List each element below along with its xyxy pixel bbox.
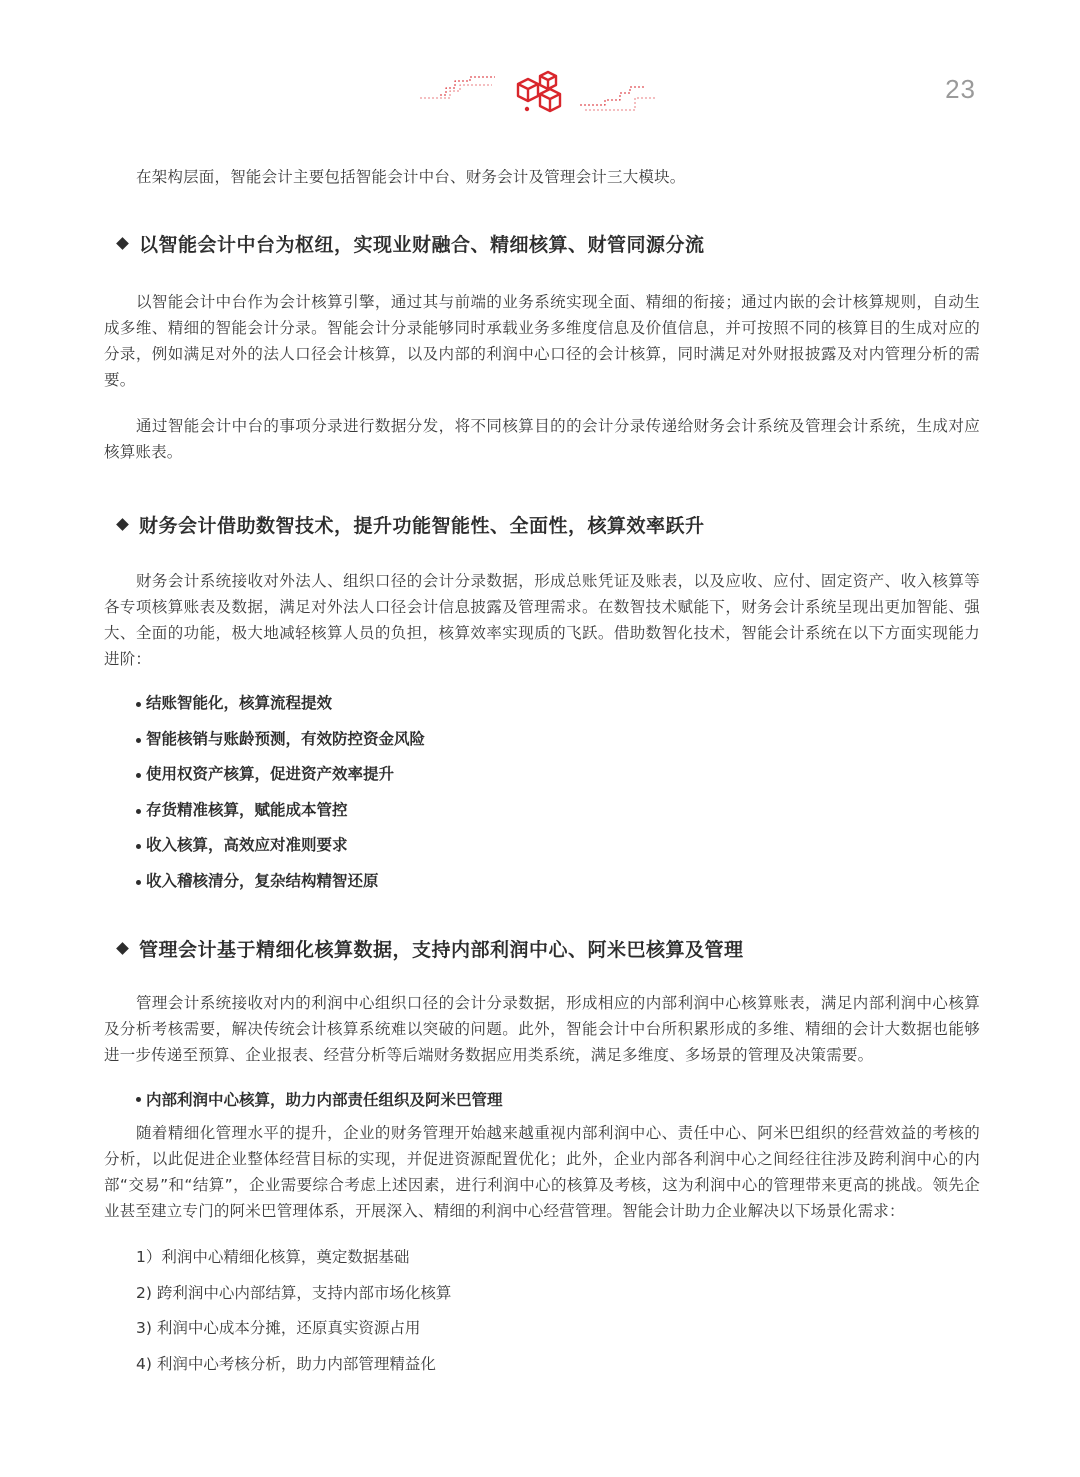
- bullet-dot-icon: [136, 809, 141, 814]
- diamond-bullet-icon: [116, 518, 129, 531]
- cubes-logo-icon: [518, 72, 560, 111]
- section-3-subtitle: [104, 1088, 980, 1110]
- diamond-bullet-icon: [116, 942, 129, 955]
- section-2-title: [118, 511, 980, 538]
- page-header: [0, 60, 1080, 120]
- bullet-dot-icon: [136, 738, 141, 743]
- section-3-title: [118, 935, 980, 962]
- section-3-subtitle-text: 内部利润中心核算，助力内部责任组织及阿米巴管理: [146, 1091, 503, 1109]
- list-item: 智能核销与账龄预测，有效防控资金风险: [104, 722, 980, 758]
- section-1-paragraph-1: 以智能会计中台作为会计核算引擎，通过其与前端的业务系统实现全面、精细的衔接；通过内嵌的会计核算规则，自动生成多维、精细的智能会计分录。智能会计分录能够同时承载业务多维度信息及价值信息，并可按照不同的核算目的生成对应的分录，例如满足对外的法人口径会计核算，以及内部的利润中心口径的会计核算，同时满足对外财报披露及对内管理分析的需要。: [104, 293, 980, 389]
- list-item: 收入稽核清分，复杂结构精智还原: [104, 864, 980, 900]
- list-item: 4) 利润中心考核分析，助力内部管理精益化: [136, 1354, 436, 1373]
- section-3-title-text: 管理会计基于精细化核算数据，支持内部利润中心、阿米巴核算及管理: [139, 939, 744, 961]
- bullet-dot-icon: [136, 773, 141, 778]
- section-2-bullet-list: [104, 686, 980, 899]
- bullet-dot-icon: [136, 880, 141, 885]
- section-2-paragraph-1: 财务会计系统接收对外法人、组织口径的会计分录数据，形成总账凭证及账表，以及应收、应付、固定资产、收入核算等各专项核算账表及数据，满足对外法人口径会计信息披露及管理需求。在数智技术赋能下，财务会计系统呈现出更加智能、强大、全面的功能，极大地减轻核算人员的负担，核算效率实现质的飞跃。借助数智化技术，智能会计系统在以下方面实现能力进阶：: [104, 572, 980, 668]
- section-1-title: [118, 230, 980, 257]
- list-item: 收入核算，高效应对准则要求: [104, 828, 980, 864]
- intro-paragraph: 在架构层面，智能会计主要包括智能会计中台、财务会计及管理会计三大模块。: [136, 168, 686, 186]
- section-1-title-text: 以智能会计中台为枢纽，实现业财融合、精细核算、财管同源分流: [139, 234, 705, 256]
- section-2-title-text: 财务会计借助数智技术，提升功能智能性、全面性，核算效率跃升: [139, 515, 705, 537]
- list-item: 3) 利润中心成本分摊，还原真实资源占用: [136, 1319, 421, 1337]
- document-body: [104, 164, 980, 1382]
- list-item: 结账智能化，核算流程提效: [104, 686, 980, 722]
- list-item: 1）利润中心精细化核算，奠定数据基础: [136, 1248, 410, 1266]
- left-dotted-rule: [190, 77, 495, 98]
- bullet-dot-icon: [136, 844, 141, 849]
- page-number: 23: [945, 74, 976, 104]
- section-3-numbered-list: [104, 1240, 980, 1382]
- diamond-bullet-icon: [116, 237, 129, 250]
- section-3-paragraph-1: 管理会计系统接收对内的利润中心组织口径的会计分录数据，形成相应的内部利润中心核算账表，满足内部利润中心核算及分析考核需要，解决传统会计核算系统难以突破的问题。此外，智能会计中台所积累形成的多维、精细的会计大数据也能够进一步传递至预算、企业报表、经营分析等后端财务数据应用类系统，满足多维度、多场景的管理及决策需要。: [104, 994, 980, 1064]
- bullet-dot-icon: [136, 702, 141, 707]
- list-item: 存货精准核算，赋能成本管控: [104, 793, 980, 829]
- section-3-paragraph-2: 随着精细化管理水平的提升，企业的财务管理开始越来越重视内部利润中心、责任中心、阿米巴组织的经营效益的考核的分析，以此促进企业整体经营目标的实现，并促进资源配置优化；此外，企业内部各利润中心之间经往往涉及跨利润中心的内部“交易”和“结算”，企业需要综合考虑上述因素，进行利润中心的核算及考核，这为利润中心的管理带来更高的挑战。领先企业甚至建立专门的阿米巴管理体系，开展深入、精细的利润中心经营管理。智能会计助力企业解决以下场景化需求：: [104, 1124, 980, 1220]
- list-item: 2) 跨利润中心内部结算，支持内部市场化核算: [136, 1283, 452, 1302]
- section-1-paragraph-2: 通过智能会计中台的事项分录进行数据分发，将不同核算目的的会计分录传递给财务会计系统及管理会计系统，生成对应核算账表。: [104, 417, 980, 461]
- right-dotted-rule: [580, 87, 890, 110]
- list-item: 使用权资产核算，促进资产效率提升: [104, 757, 980, 793]
- bullet-dot-icon: [136, 1097, 141, 1102]
- header-decoration: [0, 60, 1080, 120]
